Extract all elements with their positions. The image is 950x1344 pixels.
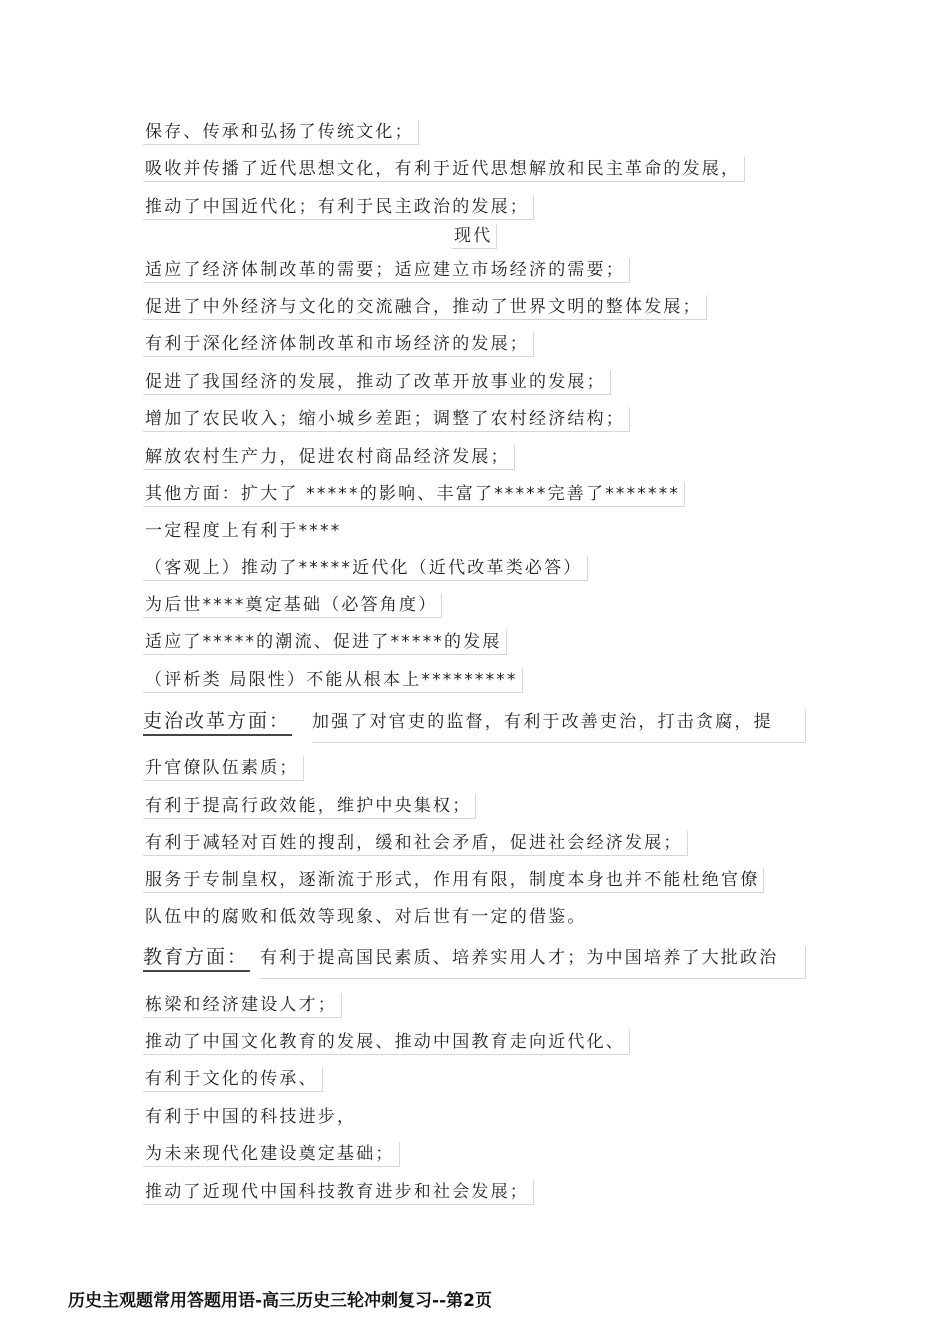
text-line: 解放农村生产力，促进农村商品经济发展； <box>143 445 515 470</box>
text-line: （客观上）推动了*****近代化（近代改革类必答） <box>143 556 588 581</box>
section-subtitle: 现代 <box>452 224 497 249</box>
page-footer: 历史主观题常用答题用语-高三历史三轮冲刺复习--第2页 <box>68 1291 492 1311</box>
text-line: 为未来现代化建设奠定基础； <box>143 1142 400 1167</box>
text-line: 升官僚队伍素质； <box>143 756 304 781</box>
text-line: 推动了中国文化教育的发展、推动中国教育走向近代化、 <box>143 1030 630 1055</box>
education-heading: 教育方面： <box>143 944 250 972</box>
text-line: 有利于提高行政效能，维护中央集权； <box>143 794 476 819</box>
text-line: 有利于中国的科技进步， <box>145 1107 357 1127</box>
text-line: 一定程度上有利于**** <box>145 521 342 541</box>
text-line: 推动了中国近代化；有利于民主政治的发展； <box>143 195 534 220</box>
text-line: 增加了农民收入；缩小城乡差距；调整了农村经济结构； <box>143 407 630 432</box>
text-line: 有利于文化的传承、 <box>143 1067 323 1092</box>
admin-reform-heading: 吏治改革方面： <box>143 708 292 736</box>
text-line: 适应了*****的潮流、促进了*****的发展 <box>143 630 507 655</box>
text-line: 服务于专制皇权，逐渐流于形式，作用有限，制度本身也并不能杜绝官僚 <box>143 868 764 893</box>
text-line: （评析类 局限性）不能从根本上********* <box>143 668 523 693</box>
text-line: 保存、传承和弘扬了传统文化； <box>143 120 419 145</box>
text-line: 有利于深化经济体制改革和市场经济的发展； <box>143 332 534 357</box>
text-line: 促进了我国经济的发展，推动了改革开放事业的发展； <box>143 370 611 395</box>
text-line: 推动了近现代中国科技教育进步和社会发展； <box>143 1180 534 1205</box>
text-line: 栋梁和经济建设人才； <box>143 993 342 1018</box>
text-line: 吸收并传播了近代思想文化，有利于近代思想解放和民主革命的发展， <box>143 157 745 182</box>
text-line: 队伍中的腐败和低效等现象、对后世有一定的借鉴。 <box>145 907 587 927</box>
text-line: 有利于减轻对百姓的搜刮，缓和社会矛盾，促进社会经济发展； <box>143 831 688 856</box>
text-line: 加强了对官吏的监督，有利于改善吏治，打击贪腐，提 <box>312 710 806 743</box>
text-line: 有利于提高国民素质、培养实用人才；为中国培养了大批政治 <box>260 946 806 979</box>
text-line: 促进了中外经济与文化的交流融合，推动了世界文明的整体发展； <box>143 295 707 320</box>
text-line: 其他方面：扩大了 *****的影响、丰富了*****完善了******* <box>143 482 685 507</box>
text-line: 适应了经济体制改革的需要；适应建立市场经济的需要； <box>143 258 630 283</box>
text-line: 为后世****奠定基础（必答角度） <box>143 593 442 618</box>
